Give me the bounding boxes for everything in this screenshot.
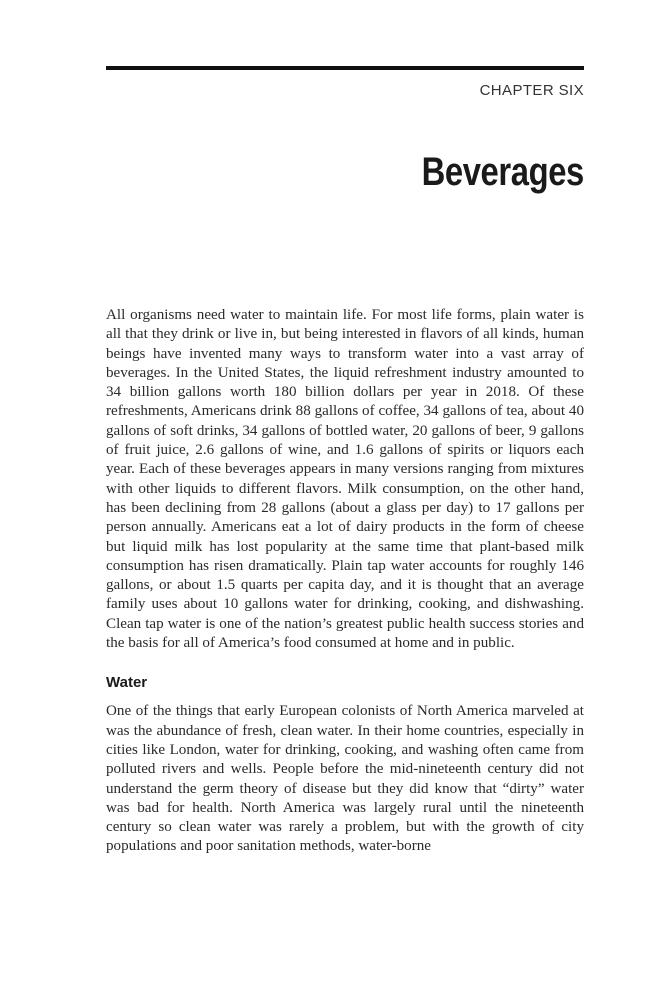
section-heading-water: Water [106, 674, 148, 692]
water-paragraph: One of the things that early European colonists of North America marveled at was the abundance of fresh, clean water. In their home countries, especially in cities like London, water for drinking, cooking, and washing often came from polluted rivers and wells. People before the mid-nineteenth century did not understand the germ theory of disease but they did know that “dirty” water was bad for health. North America was largely rural until the nineteenth century so clean water was rarely a problem, but with the growth of city populations and poor sanitation methods, water-borne [106, 703, 584, 855]
chapter-top-rule [106, 66, 584, 70]
chapter-label: CHAPTER SIX [479, 82, 584, 99]
chapter-title: Beverages [421, 150, 584, 194]
chapter-body [106, 306, 584, 857]
intro-paragraph: All organisms need water to maintain life. For most life forms, plain water is all that they drink or live in, but being interested in flavors of all kinds, human beings have invented many ways to transform water into a vast array of beverages. In the United States, the liquid refreshment industry amounted to 34 billion gallons worth 180 billion dollars per year in 2018. Of these refreshments, Americans drink 88 gallons of coffee, 34 gallons of tea, about 40 gallons of soft drinks, 34 gallons of bottled water, 20 gallons of beer, 9 gallons of fruit juice, 2.6 gallons of wine, and 1.6 gallons of spirits or liquors each year. Each of these beverages appears in many versions ranging from mixtures with other liquids to different flavors. Milk consumption, on the other hand, has been declining from 28 gallons (about a glass per day) to 17 gallons per person annually. Americans eat a lot of dairy products in the form of cheese but liquid milk has lost popularity at the same time that plant-based milk consumption has risen dramatically. Plain tap water accounts for roughly 146 gallons, or about 1.5 quarts per capita day, and it is thought that an average family uses about 10 gallons water for drinking, cooking, and dishwashing. Clean tap water is one of the nation’s greatest public health success stories and the basis for all of America’s food consumed at home and in public. [106, 307, 584, 652]
